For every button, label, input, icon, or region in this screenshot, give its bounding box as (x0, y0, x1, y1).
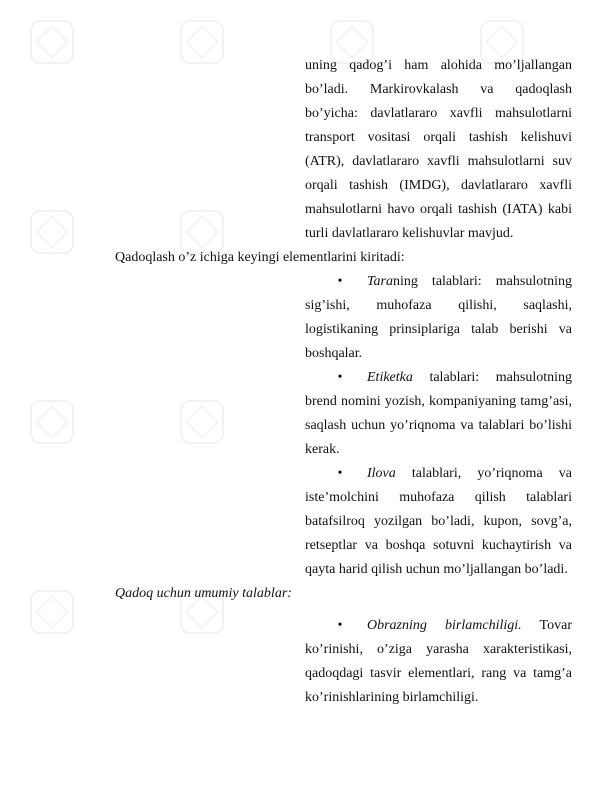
list-item-body: talablari, yo’riqnoma va iste’molchini muhofaza qilish talablari batafsilroq yozilgan bo’ladi, kupon, sovg’a, retseptlar va boshqa sotuvni kuchaytirish va qayta harid qilish uchun mo’ljallangan bo’ladi. (305, 466, 572, 577)
list-item-body: ning talablari: mahsulotning sig’ishi, muhofaza qilishi, saqlashi, logistikaning prinsiplariga talab berishi va boshqalar. (305, 274, 572, 361)
list-item-text (305, 366, 572, 462)
paragraph-top: uning qadog’i ham alohida mo’ljallangan bo’ladi. Markirovkalash va qadoqlash bo’yicha: davlatlararo xavfli mahsulotlarni transport vositasi orqali tashish kelishuvi (ATR), davlatlararo xavfli mahsulotlarni suv orqali tashish (IMDG), davlatlararo xavfli mahsulotlarni havo orqali tashish (IATA) kabi turli davlatlararo kelishuvlar mavjud. (305, 58, 572, 241)
bullet-icon: • (337, 466, 343, 481)
list-item (305, 366, 572, 462)
list-item-lead: Ilova (367, 466, 396, 481)
list-item-lead: Etiketka (367, 370, 413, 385)
section-heading: Qadoq uchun umumiy talablar: (115, 586, 292, 601)
watermark-icon (30, 400, 74, 444)
bullet-icon: • (337, 618, 343, 633)
watermark-icon (30, 590, 74, 634)
list-item (305, 614, 572, 710)
list-item-lead: Tara (367, 274, 393, 289)
watermark-icon (30, 20, 74, 64)
watermark-icon (30, 210, 74, 254)
list-item-text (305, 270, 572, 366)
list-item-body: talablari: mahsulotning brend nomini yozish, kompaniyaning tamg’asi, saqlash uchun yo’riqnoma va talablari bo’lishi kerak. (305, 370, 572, 457)
list-item-text (305, 462, 572, 582)
bullet-icon: • (337, 370, 343, 385)
list-item-body: Tovar ko’rinishi, o’ziga yarasha xarakteristikasi, qadoqdagi tasvir elementlari, rang va tamg’a ko’rinishlarining birlamchiligi. (305, 618, 572, 705)
list-item-text (305, 614, 572, 710)
list-item (305, 270, 572, 366)
list-item (305, 462, 572, 582)
watermark-icon (180, 20, 224, 64)
intro-line: Qadoqlash o’z ichiga keyingi elementlarini kiritadi: (115, 250, 405, 265)
watermark-icon (180, 400, 224, 444)
bullet-icon: • (337, 274, 343, 289)
list-item-lead: Obrazning birlamchiligi. (367, 618, 522, 633)
